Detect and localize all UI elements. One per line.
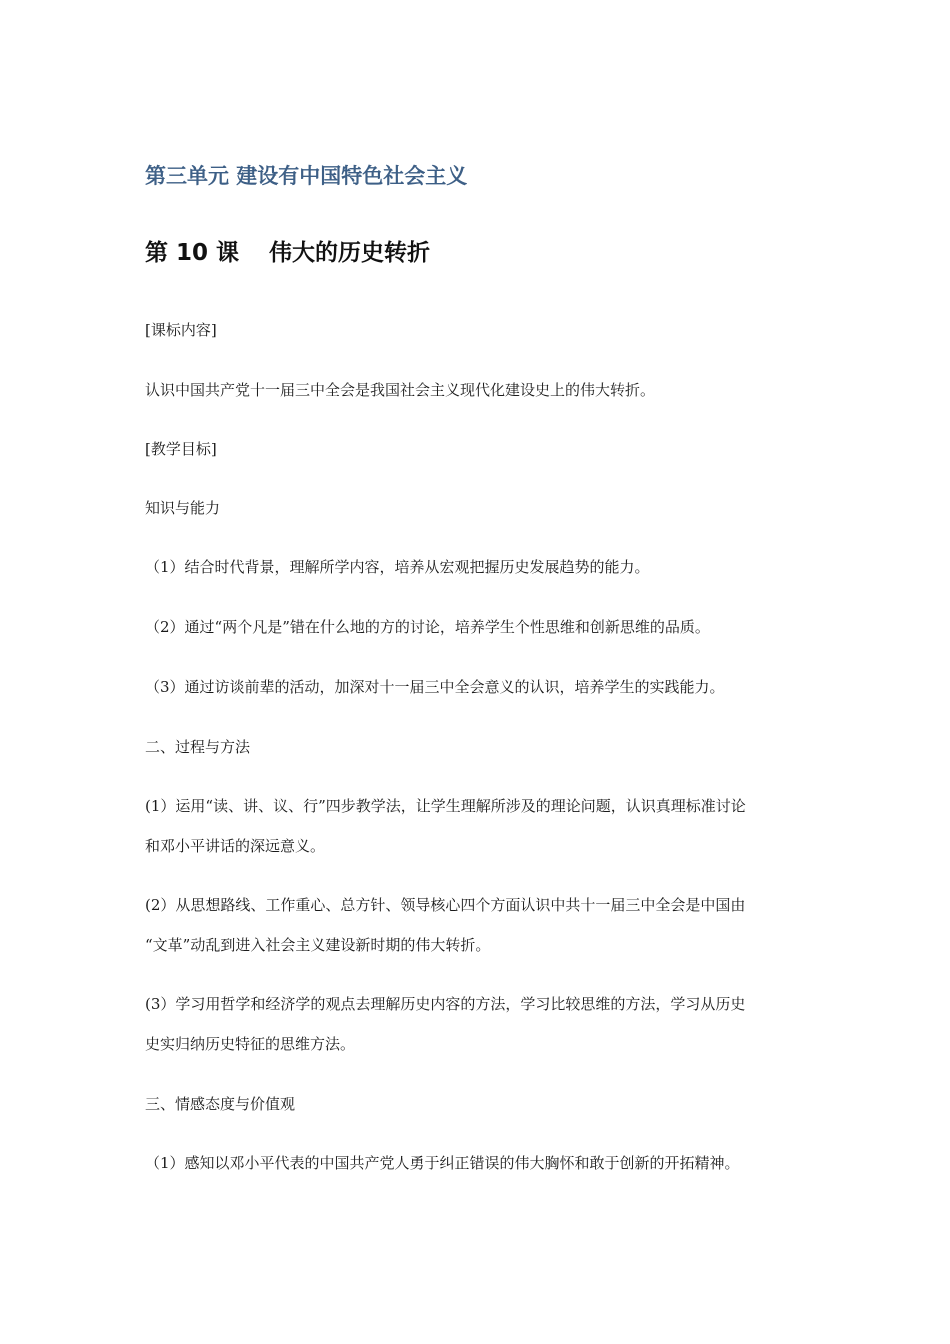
unit-title: 第三单元 建设有中国特色社会主义 [145, 164, 468, 188]
lesson-number: 第 10 课 [145, 240, 240, 266]
section-label-curriculum: [课标内容] [145, 321, 217, 339]
process-item-1-line-1: (1）运用“读、讲、议、行”四步教学法，让学生理解所涉及的理论问题，认识真理标准讨论 [145, 797, 746, 815]
subheading-process: 二、过程与方法 [145, 738, 251, 756]
subheading-knowledge: 知识与能力 [145, 499, 221, 517]
lesson-name: 伟大的历史转折 [269, 240, 431, 266]
process-item-3-line-1: (3）学习用哲学和经济学的观点去理解历史内容的方法，学习比较思维的方法，学习从历史 [145, 995, 746, 1013]
section-label-objectives: [教学目标] [145, 440, 217, 458]
process-item-2-line-1: (2）从思想路线、工作重心、总方针、领导核心四个方面认识中共十一届三中全会是中国由 [145, 896, 746, 914]
process-item-1-line-2: 和邓小平讲话的深远意义。 [145, 837, 326, 855]
values-item-1: （1）感知以邓小平代表的中国共产党人勇于纠正错误的伟大胸怀和敢于创新的开拓精神。 [145, 1154, 740, 1172]
knowledge-item-3: （3）通过访谈前辈的活动，加深对十一届三中全会意义的认识，培养学生的实践能力。 [145, 678, 725, 696]
process-item-2-line-2: “文革”动乱到进入社会主义建设新时期的伟大转折。 [145, 936, 491, 954]
curriculum-content: 认识中国共产党十一届三中全会是我国社会主义现代化建设史上的伟大转折。 [145, 381, 656, 399]
lesson-title [145, 234, 430, 267]
knowledge-item-2: （2）通过“两个凡是”错在什么地的方的讨论，培养学生个性思维和创新思维的品质。 [145, 618, 710, 636]
process-item-3-line-2: 史实归纳历史特征的思维方法。 [145, 1035, 356, 1053]
subheading-values: 三、情感态度与价值观 [145, 1095, 296, 1113]
knowledge-item-1: （1）结合时代背景，理解所学内容，培养从宏观把握历史发展趋势的能力。 [145, 558, 650, 576]
